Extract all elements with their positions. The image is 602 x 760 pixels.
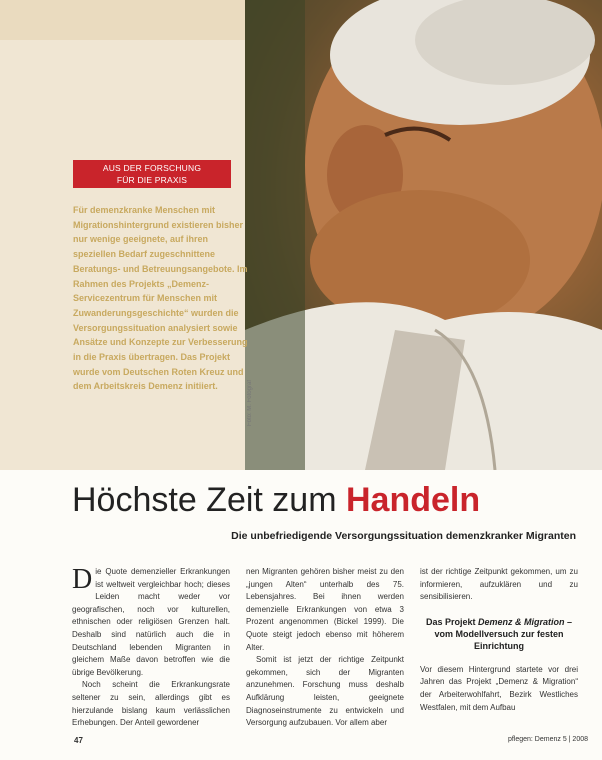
col1-paragraph-1 [72, 566, 230, 679]
article-subheadline: Die unbefriedigende Versorgungssituation demenzkranker Migranten [231, 530, 576, 542]
section-heading-part-1: Das Projekt [425, 616, 478, 627]
intro-text [73, 203, 253, 394]
headline-main: Höchste Zeit zum [72, 481, 346, 519]
section-heading [420, 616, 578, 652]
col3-paragraph-2: Vor diesem Hintergrund startete vor drei Jahren das Projekt „Demenz & Migration“ der Arbeiterwohlfahrt, Bezirk Westliches Westfalen, mit dem Aufbau [420, 664, 578, 712]
badge-line-1: AUS DER FORSCHUNG [102, 163, 202, 173]
col1-paragraph-2: Noch scheint die Erkrankungsrate seltener zu sein, allerdings gibt es hierzulande bislang kaum verlässlichen Erhebungen. Der Anteil gewordener [72, 680, 230, 728]
badge-line-2: FÜR DIE PRAXIS [116, 175, 188, 185]
section-heading-italic: Demenz & Migration [478, 616, 565, 627]
text-column-2 [246, 566, 404, 730]
text-column-3 [420, 566, 578, 714]
page-number: 47 [74, 736, 83, 745]
col2-paragraph-1: nen Migranten gehören bisher meist zu den „jungen Alten“ unterhalb des 75. Lebensjahres. Bei ihnen werden demenzielle Erkrankungen von etwa 3 Prozent angenommen (Bickel 1999). Die Quote steigt jedoch ebenso mit höherem Alter. [246, 567, 404, 652]
col3-paragraph-1: ist der richtige Zeitpunkt gekommen, um zu informieren, aufzuklären und zu sensibilisieren. [420, 567, 578, 602]
article-headline [72, 480, 592, 520]
intro-paragraph: Für demenzkranke Menschen mit Migrationshintergrund existieren bisher nur wenige geeignete, auf ihren speziellen Bedarf zugeschnittene Beratungs- und Betreuungsangebote. Im Rahmen des Projekts „Demenz-Servicezentrum für Menschen mit Zuwanderungsgeschichte“ wurden die Versorgungssituation analysiert sowie Ansätze und Konzepte zur Verbesserung in die Praxis übertragen. Das Projekt wurde vom Deutschen Roten Kreuz und dem Arbeitskreis Demenz initiiert. [73, 205, 248, 392]
section-badge [73, 160, 231, 188]
section-heading-part-2: – vom Modellversuch zur festen Einrichtung [434, 616, 573, 651]
portrait-photo [245, 0, 602, 470]
col1-p1-text: ie Quote demenzieller Erkrankungen ist weltweit vergleichbar hoch; dieses Leiden macht weder vor geografischen, noch vor kulturellen, ethnischen oder religiösen Grenzen halt. Deshalb sind natürlich auch die in Deutschland lebenden Migranten in gleichem Maße davon betroffen wie die übrige Bevölkerung. [72, 567, 230, 677]
top-stripe [0, 0, 252, 40]
photo-credit: Foto: M. Fotograf [247, 380, 253, 427]
drop-cap: D [72, 564, 93, 595]
journal-footer: pflegen: Demenz 5 | 2008 [507, 736, 588, 743]
headline-accent: Handeln [345, 481, 481, 519]
text-column-1 [72, 566, 230, 730]
col2-paragraph-2: Somit ist jetzt der richtige Zeitpunkt gekommen, sich der Migranten anzunehmen. Forschung muss deshalb Aufklärung leisten, geeignete Diagnoseinstrumente zu entwickeln und Versorgung aufzubauen. Vor allem aber [246, 655, 404, 728]
